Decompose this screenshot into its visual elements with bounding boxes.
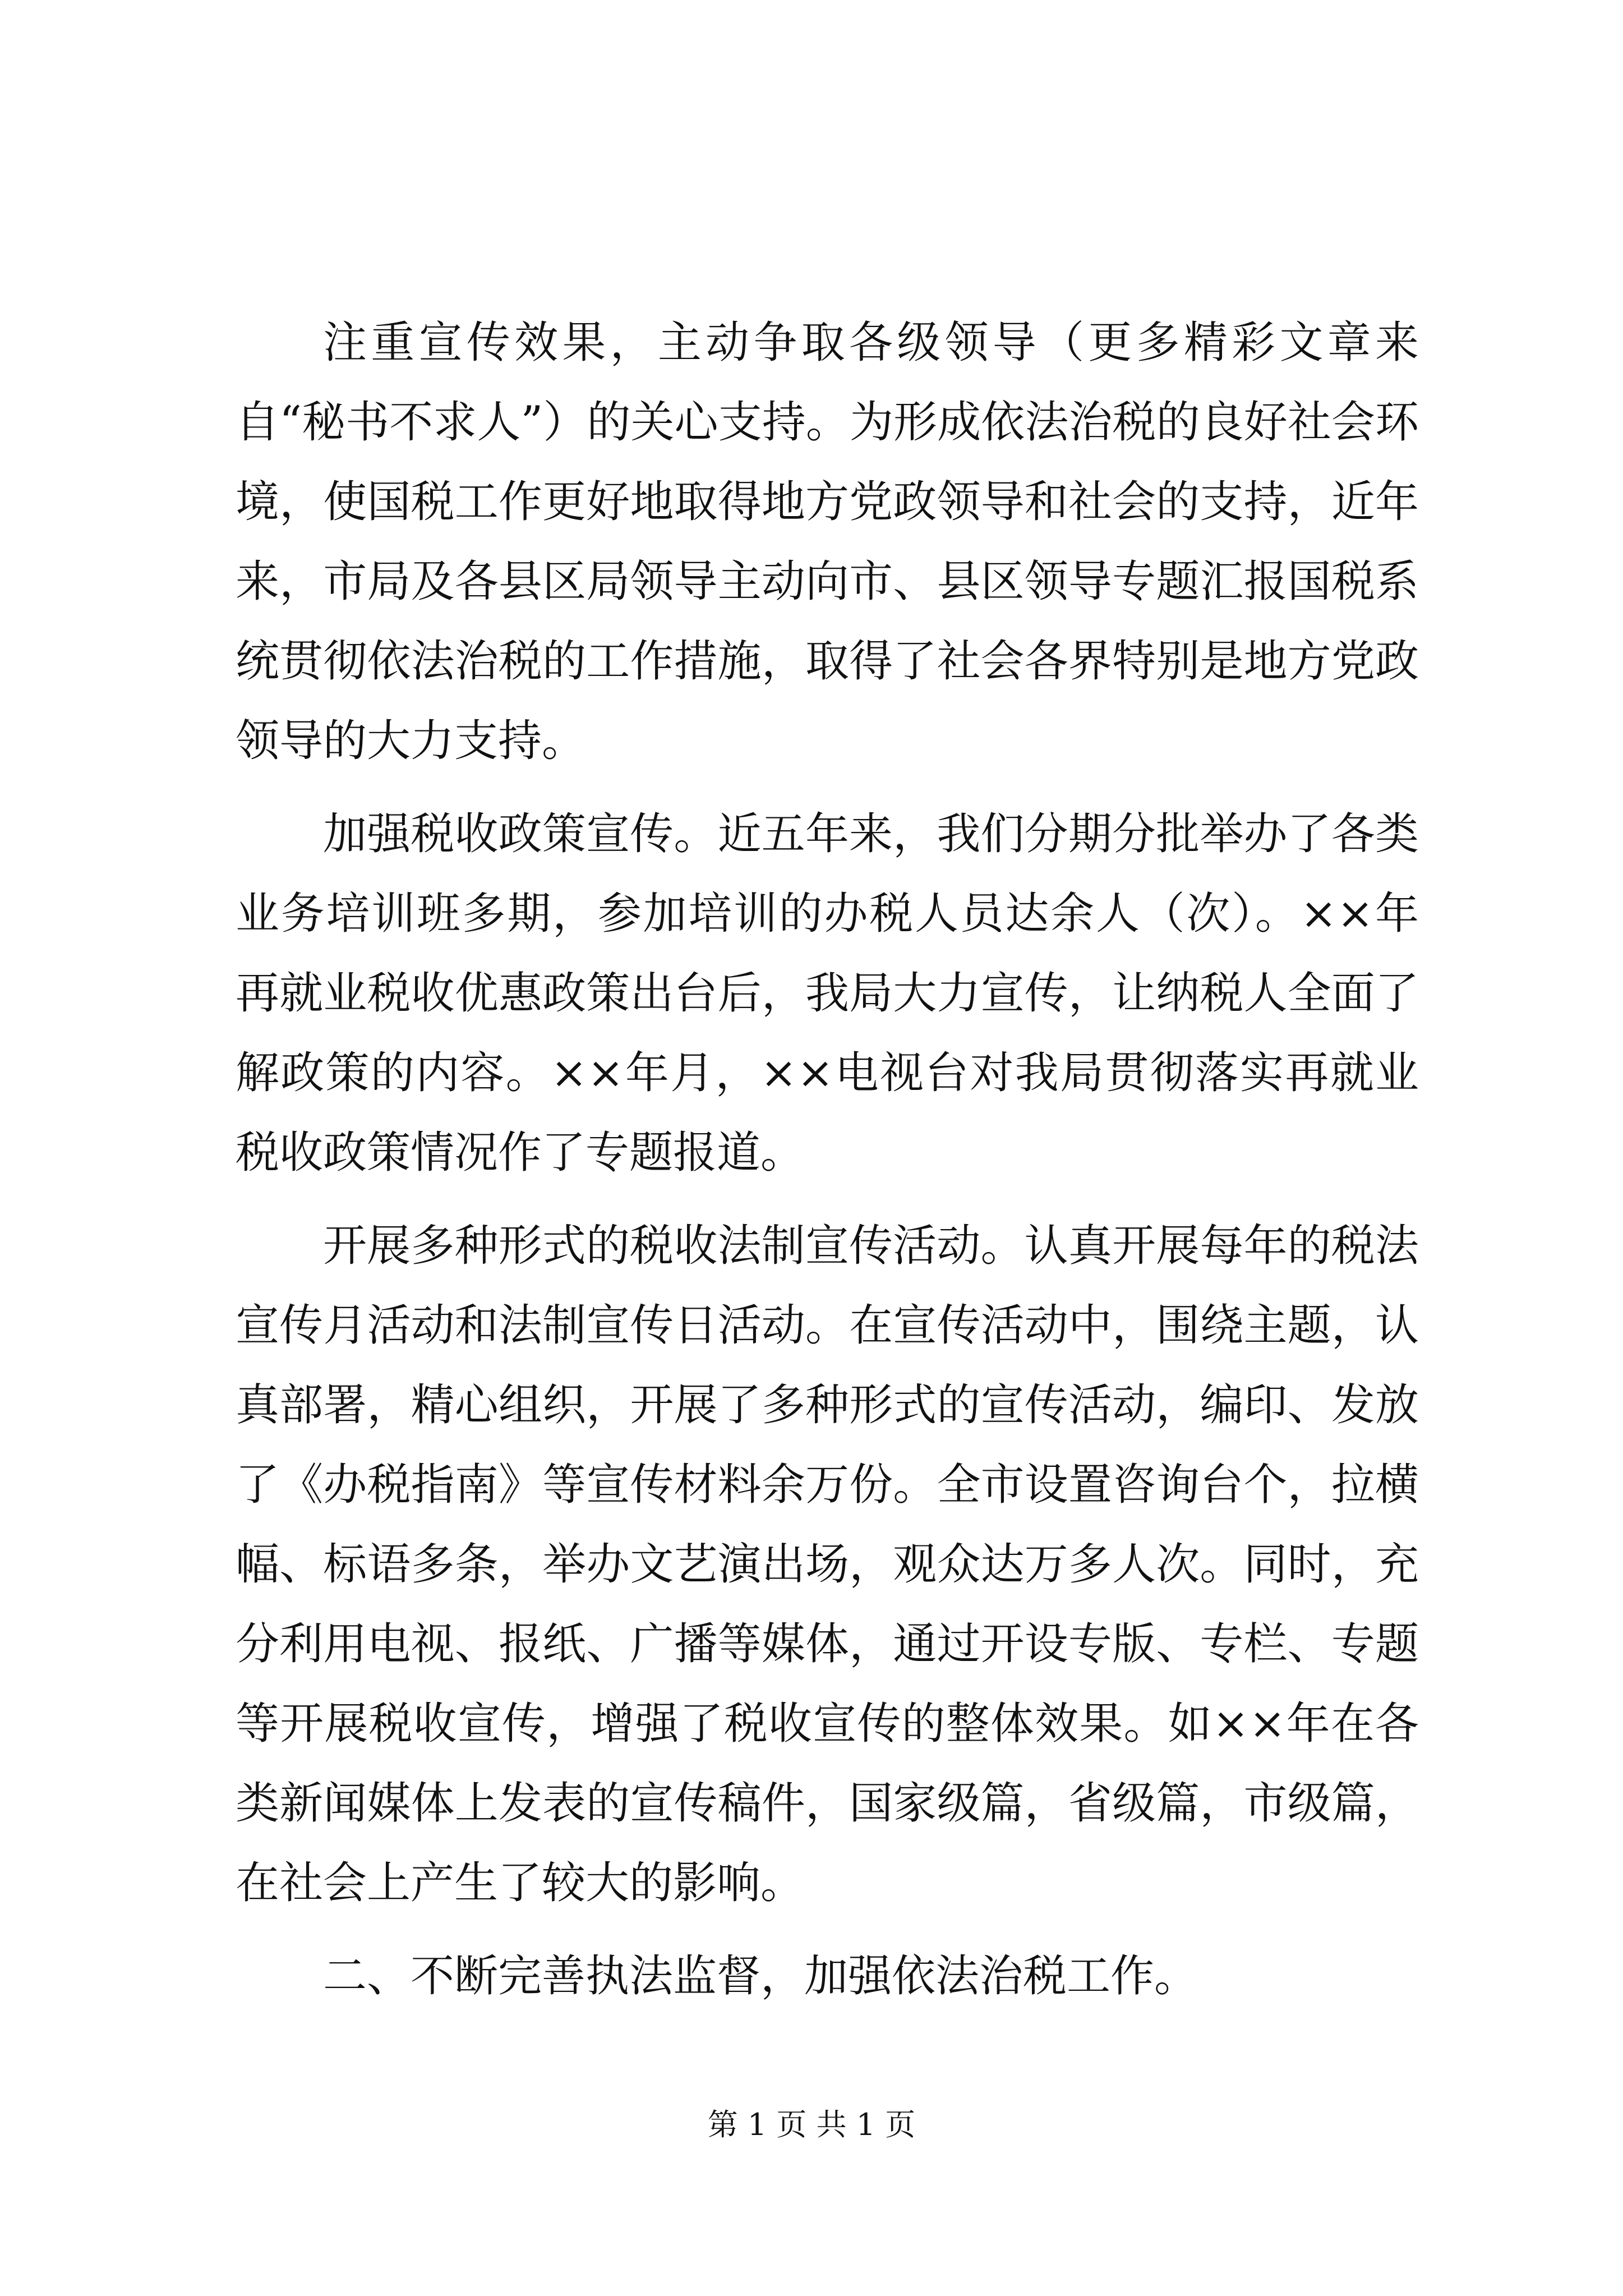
paragraph-tax-policy: 加强税收政策宣传。近五年来，我们分期分批举办了各类业务培训班多期，参加培训的办税人员达余人（次）。××年再就业税收优惠政策出台后，我局大力宣传，让纳税人全面了解政策的内容。××年月，××电视台对我局贯彻落实再就业税收政策情况作了专题报道。 bbox=[236, 809, 1419, 1178]
paragraph-publicity-effect: 注重宣传效果，主动争取各级领导（更多精彩文章来自“秘书不求人”）的关心支持。为形成依法治税的良好社会环境，使国税工作更好地取得地方党政领导和社会的支持，近年来，市局及各县区局领导主动向市、县区领导专题汇报国税系统贯彻依法治税的工作措施，取得了社会各界特别是地方党政领导的大力支持。 bbox=[236, 318, 1419, 766]
section-heading: 二、不断完善执法监督，加强依法治税工作。 bbox=[323, 1951, 1198, 2001]
paragraph-legal-activities: 开展多种形式的税收法制宣传活动。认真开展每年的税法宣传月活动和法制宣传日活动。在宣传活动中，围绕主题，认真部署，精心组织，开展了多种形式的宣传活动，编印、发放了《办税指南》等宣传材料余万份。全市设置咨询台个，拉横幅、标语多条，举办文艺演出场，观众达万多人次。同时，充分利用电视、报纸、广播等媒体，通过开设专版、专栏、专题等开展税收宣传，增强了税收宣传的整体效果。如××年在各类新闻媒体上发表的宣传稿件，国家级篇，省级篇，市级篇，在社会上产生了较大的影响。 bbox=[236, 1221, 1419, 1908]
document-body bbox=[236, 303, 1419, 2016]
page-footer: 第 1 页 共 1 页 bbox=[707, 2107, 916, 2142]
